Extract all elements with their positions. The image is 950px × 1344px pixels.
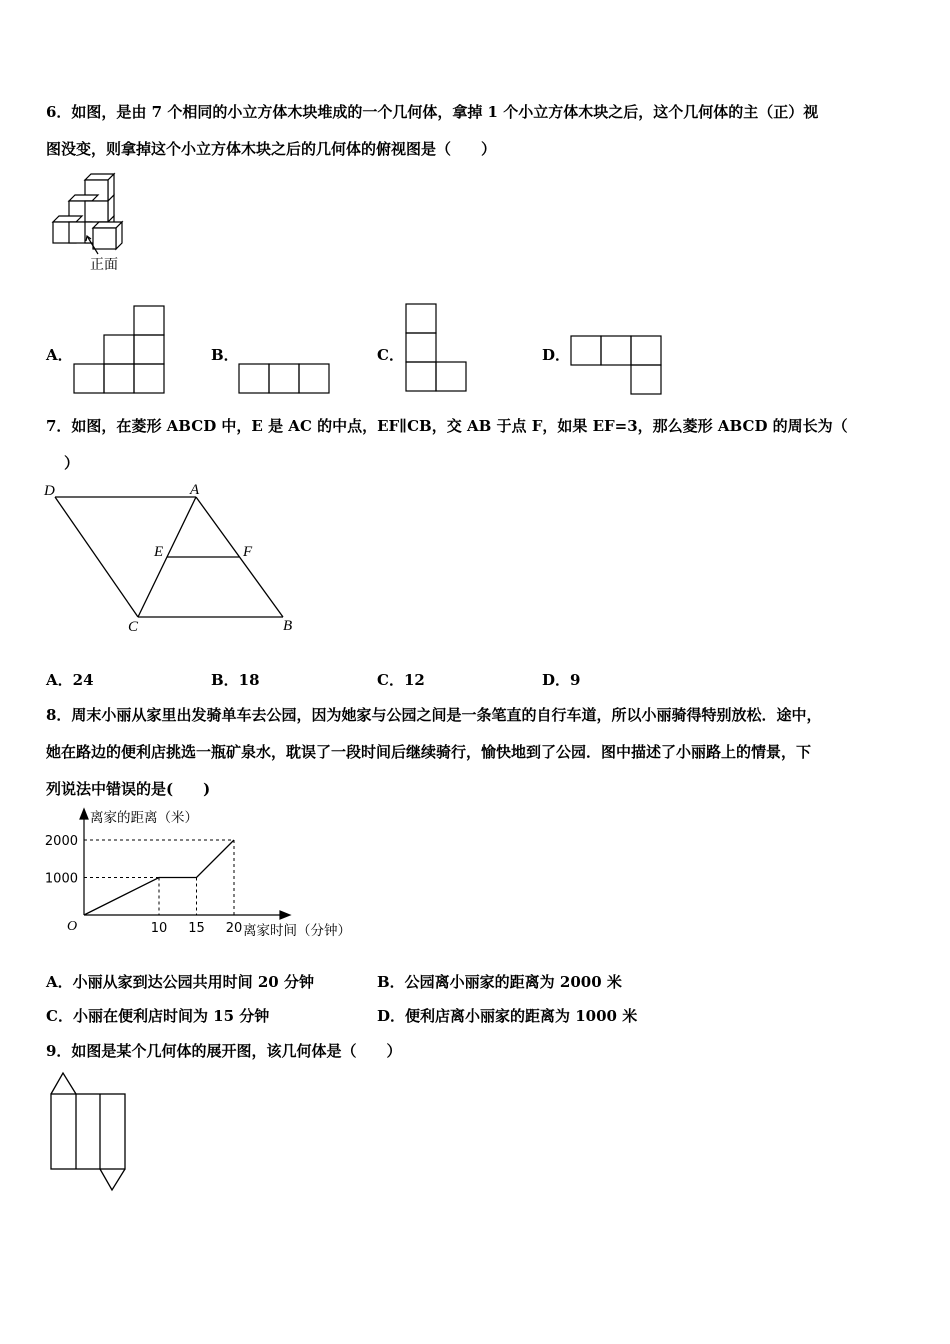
y-tick-label: 2000 (44, 834, 78, 849)
x-axis-label: 离家时间（分钟） (243, 923, 351, 939)
q8-distance-time-chart (40, 805, 385, 945)
q6-option-b-figure (237, 362, 331, 395)
q8-option-a: A．小丽从家到达公园共用时间 20 分钟 (46, 973, 314, 991)
q7-option-d: D．9 (542, 671, 581, 689)
q8-text-line3: 列说法中错误的是( ) (46, 780, 211, 798)
q6-option-c-label: C． (377, 346, 404, 364)
point-e: E (154, 544, 164, 560)
q6-option-d-label: D． (542, 346, 571, 364)
q6-text-line2: 图没变，则拿掉这个小立方体木块之后的几何体的俯视图是（ ） (46, 140, 497, 158)
front-label: 正面 (90, 257, 118, 273)
q6-text-line1: 6．如图，是由 7 个相同的小立方体木块堆成的一个几何体，拿掉 1 个小立方体木块之后，这个几何体的主（正）视 (46, 103, 819, 121)
point-b: B (283, 618, 293, 634)
q7-text-line1: 7．如图，在菱形 ABCD 中，E 是 AC 的中点，EF∥CB，交 AB 于点 F，如果 EF=3，那么菱形 ABCD 的周长为（ (46, 417, 848, 435)
point-a: A (190, 482, 200, 498)
q6-cube-stack-figure (44, 170, 136, 278)
point-d: D (44, 483, 55, 499)
q7-option-c: C．12 (377, 671, 425, 689)
q8-text-line2: 她在路边的便利店挑选一瓶矿泉水，耽误了一段时间后继续骑行，愉快地到了公园．图中描述了小丽路上的情景，下 (46, 743, 812, 761)
q7-option-a: A．24 (46, 671, 94, 689)
q7-rhombus-figure (40, 478, 300, 636)
q6-option-b-label: B． (211, 346, 239, 364)
origin-label: O (67, 919, 78, 934)
q9-text-line1: 9．如图是某个几何体的展开图，该几何体是（ ） (46, 1042, 402, 1060)
q8-option-b: B．公园离小丽家的距离为 2000 米 (377, 973, 622, 991)
y-axis-label: 离家的距离（米） (90, 810, 198, 826)
point-f: F (243, 544, 253, 560)
q6-option-a-figure (72, 305, 166, 395)
x-tick-label: 10 (150, 921, 168, 936)
q8-option-d: D．便利店离小丽家的距离为 1000 米 (377, 1007, 638, 1025)
y-tick-label: 1000 (44, 871, 78, 887)
x-tick-label: 20 (225, 921, 243, 936)
q8-option-c: C．小丽在便利店时间为 15 分钟 (46, 1007, 270, 1025)
q6-option-d-figure (569, 334, 663, 395)
q6-option-a-label: A． (46, 346, 73, 364)
x-tick-label: 15 (188, 921, 205, 936)
point-c: C (128, 619, 139, 635)
q7-text-line2: ） (64, 454, 80, 472)
q6-option-c-figure (404, 302, 468, 395)
q9-net-figure (46, 1070, 130, 1194)
q8-text-line1: 8．周末小丽从家里出发骑单车去公园，因为她家与公园之间是一条笔直的自行车道，所以小丽骑得特别放松．途中， (46, 706, 822, 724)
q7-option-b: B．18 (211, 671, 260, 689)
